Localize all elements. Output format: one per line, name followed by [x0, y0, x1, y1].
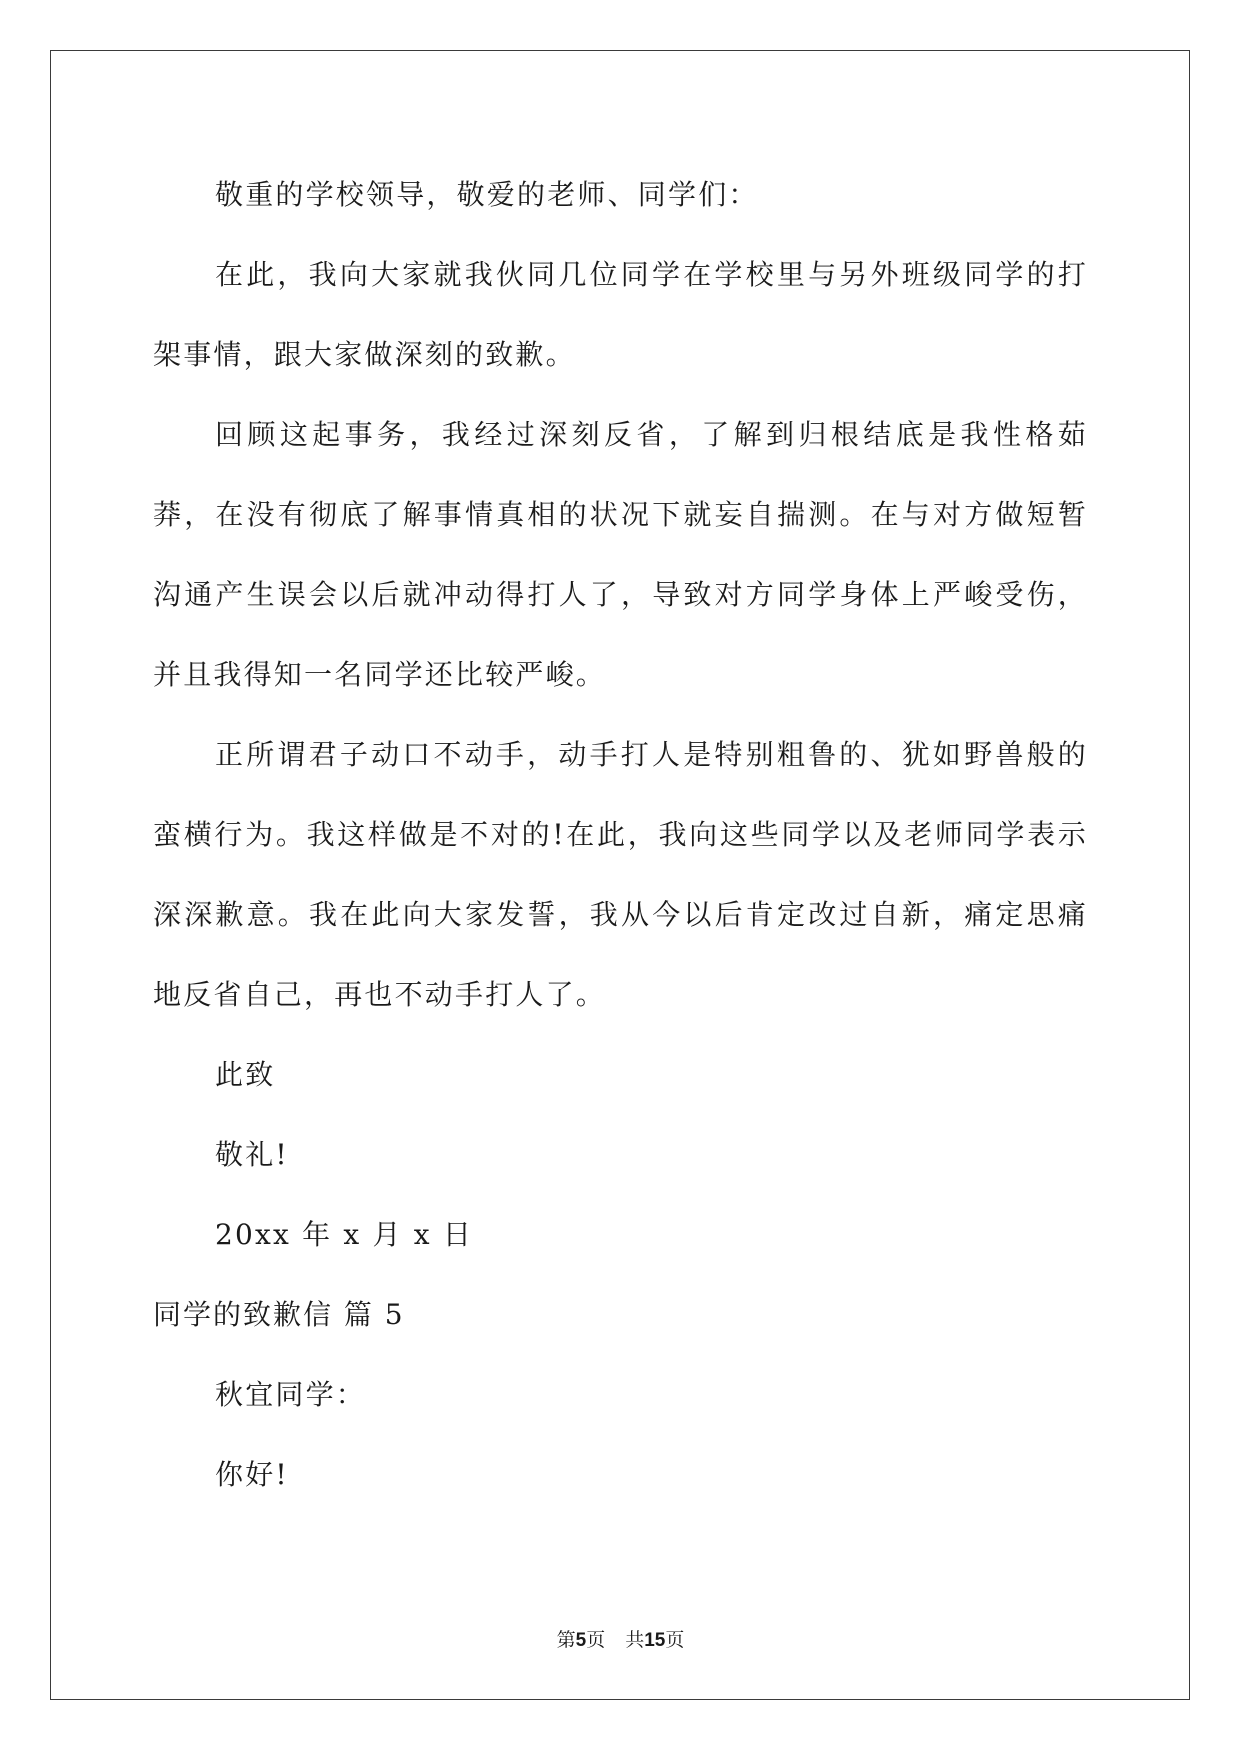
date-line: 20xx 年 x 月 x 日: [215, 1218, 474, 1251]
page-prefix: 第: [556, 1629, 576, 1651]
body-paragraph: 回顾这起事务，我经过深刻反省，了解到归根结底是我性格茹莽，在没有彻底了解事情真相的状况下就妄自揣测。在与对方做短暂沟通产生误会以后就冲动得打人了，导致对方同学身体上严峻受伤，并且我得知一名同学还比较严峻。: [153, 418, 1088, 691]
salutation: 敬重的学校领导，敬爱的老师、同学们：: [215, 178, 759, 211]
body-paragraph: 正所谓君子动口不动手，动手打人是特别粗鲁的、犹如野兽般的蛮横行为。我这样做是不对的!在此，我向这些同学以及老师同学表示深深歉意。我在此向大家发誓，我从今以后肯定改过自新，痛定思痛地反省自己，再也不动手打人了。: [153, 738, 1088, 1011]
salutation: 秋宜同学：: [215, 1378, 367, 1411]
total-pages: 15: [644, 1630, 666, 1651]
body-paragraph: 在此，我向大家就我伙同几位同学在学校里与另外班级同学的打架事情，跟大家做深刻的致歉。: [153, 258, 1088, 371]
document-body: [153, 155, 1088, 1515]
closing-regards: 敬礼!: [215, 1138, 289, 1171]
total-suffix: 页: [665, 1629, 685, 1651]
total-prefix: 共: [625, 1629, 645, 1651]
page-suffix: 页: [586, 1629, 606, 1651]
section-heading: 同学的致歉信 篇 5: [153, 1298, 405, 1331]
closing-line: 此致: [215, 1058, 276, 1091]
page-number: 5: [575, 1630, 587, 1651]
greeting: 你好!: [215, 1458, 289, 1491]
page-footer: [0, 1625, 1241, 1652]
